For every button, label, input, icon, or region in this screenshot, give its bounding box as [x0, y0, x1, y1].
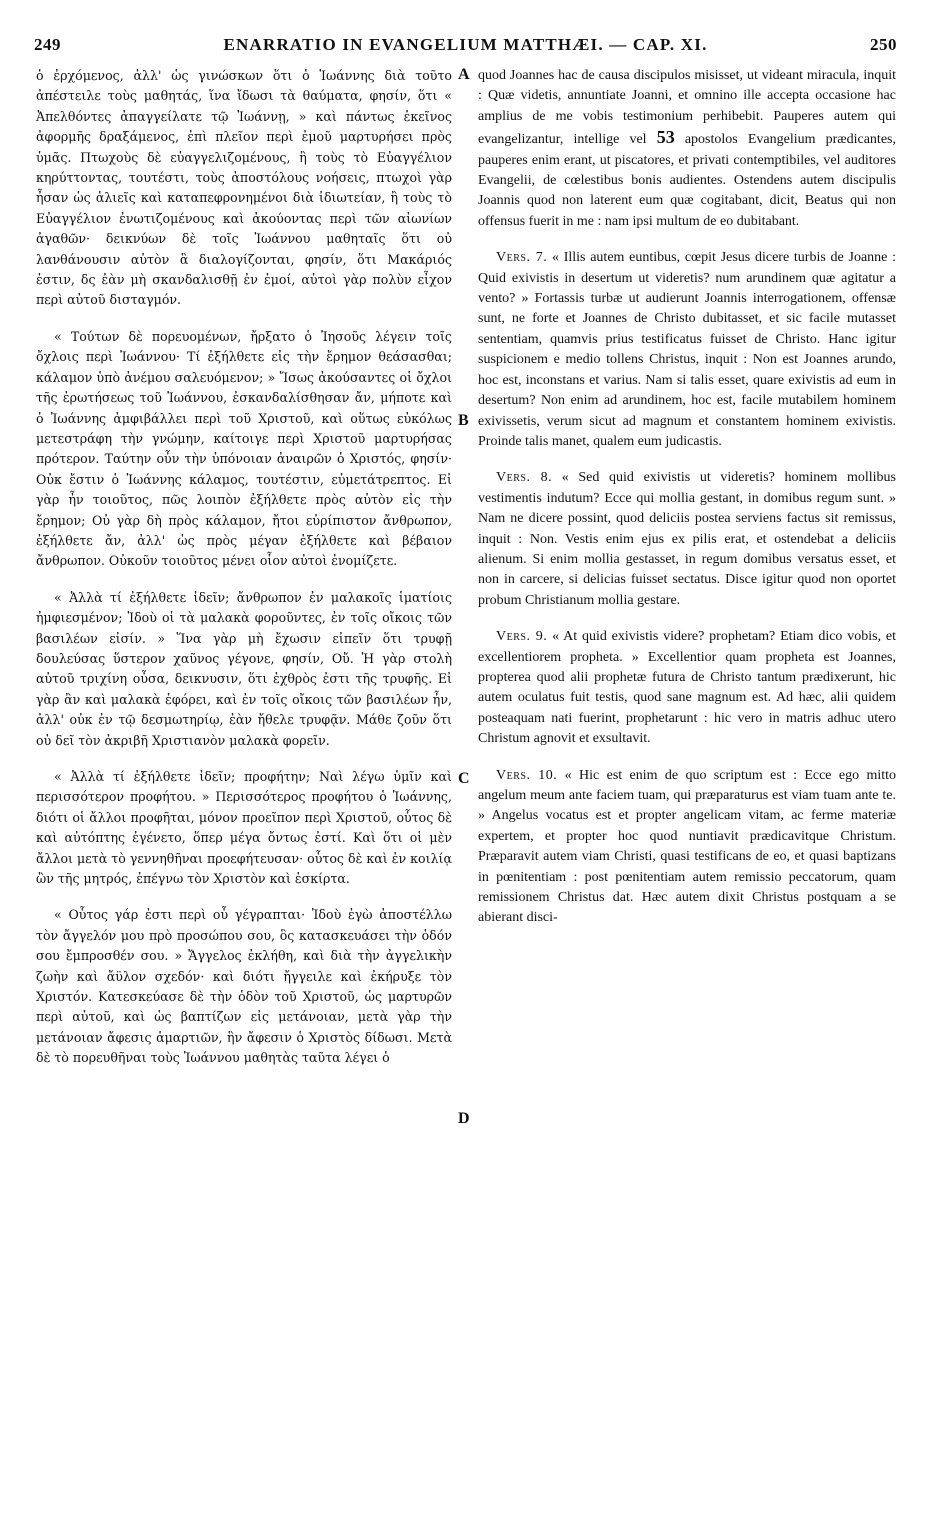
running-header	[34, 34, 897, 56]
latin-text: quod Joannes hac de causa discipulos misisset, ut videant miracula, inquit : Quæ videtis, annuntiate Joanni, et omnino ille accepta occasione hac amplius de me vobis testimonium perhibebit. Pauperes autem qui evangelizantur, intellige vel	[478, 68, 896, 148]
margin-marker-d: D	[458, 1110, 470, 1127]
column-number: 53	[656, 127, 675, 148]
latin-text: « Sed quid exivistis ut videretis? hominem mollibus vestimentis indutum? Ecce qui mollia gestant, in domibus regum sunt. » Nam ne dicere possint, quod deliciis postea serviens factus sit remissus, inquit : Non. Vestis enim ejus ex pilis erat, et ostendebat a deliciis alienum. Si enim mollia gestasset, in regum domibus versatus esset, et non in carcere, si delicias fuisset sectatus. Disce igitur quod non oportet probum Christianum mollia gestare.	[478, 470, 897, 608]
latin-paragraph	[478, 248, 896, 452]
margin-marker-b: B	[458, 412, 469, 429]
verse-label: Vers. 8.	[496, 470, 553, 486]
page-number-right: 250	[869, 35, 897, 54]
verse-label: Vers. 9.	[496, 629, 548, 645]
greek-paragraph: « Ἀλλὰ τί ἐξήλθετε ἰδεῖν; ἄνθρωπον ἐν μαλακοῖς ἱματίοις ἠμφιεσμένον; Ἰδοὺ οἱ τὰ μαλακὰ φοροῦντες, ἐν τοῖς οἴκοις τῶν βασιλέων εἰσίν. » Ἵνα γὰρ μὴ ἔχωσιν εἰπεῖν ὅτι τρυφῇ δουλεύσας ὕστερον χαῦνος γέγονε, φησίν, Οὔ. Ἡ γὰρ στολὴ αὐτοῦ τριχίνη οὖσα, δεικνυσιν, ὅτι ἐχθρὸς ἐστι τῆς τρυφῆς. Εἰ γὰρ ἂν καὶ μαλακὰ ἐφόρει, καὶ ἐν τοῖς οἴκοις τῶν βασιλέων ἦν, ἀλλ' οὐκ ἐν τῷ δεσμωτηρίῳ, ἐὰν ἤθελε τρυφᾷν. Μάθε ζοῦν ὅτι οὐ δεῖ τὸν ἀκριβῆ Χριστιανὸν μαλακὰ φορεῖν.	[36, 589, 452, 748]
greek-paragraph: « Ἀλλὰ τί ἐξήλθετε ἰδεῖν; προφήτην; Ναὶ λέγω ὑμῖν καὶ περισσότερον προφήτου. » Περισσότερος προφήτου ὁ Ἰωάννης, διότι οἱ ἄλλοι προφῆται, μόνον προεῖπον περὶ Χριστοῦ, οὗτος δὲ καὶ αὐτόπτης ἐγένετο, ὅπερ μέγα ὄντως ἐστί. Καὶ ὅτι οἱ μὲν ἄλλοι μετὰ τὸ γεννηθῆναι προεφήτευσαν· οὗτος δὲ καὶ ἐν κοιλίᾳ ὢν τῆς μητρός, ἐπέγνω τὸν Χριστὸν καὶ ἐσκίρτα.	[36, 769, 452, 887]
latin-paragraph	[478, 66, 896, 232]
greek-paragraph: « Οὗτος γάρ ἐστι περὶ οὗ γέγραπται· Ἰδοὺ ἐγὼ ἀποστέλλω τὸν ἄγγελόν μου πρὸ προσώπου σου, ὃς κατασκευάσει τὴν ὁδόν σου ἔμπροσθέν σου. » Ἄγγελος ἐκλήθη, καὶ διὰ τὴν ἀγγελικὴν ζωὴν καὶ ἄϋλον σχεδόν· καὶ διότι ἤγγειλε καὶ ἐκήρυξε τὸν Χριστόν. Κατεσκεύασε δὲ τὴν ὁδὸν τοῦ Χριστοῦ, ὡς μαρτυρῶν περὶ αὐτοῦ, καὶ ὡς βαπτίζων εἰς μετάνοιαν, μετὰ γὰρ τὴν μετάνοιαν ἄφεσις ἁμαρτιῶν, ἣν ἄφεσιν ὁ Χριστὸς δίδωσι. Μετὰ δὲ τὸ πορευθῆναι τοὺς Ἰωάννου μαθητὰς ταῦτα λέγει ὁ	[36, 907, 452, 1066]
latin-paragraph	[478, 627, 896, 749]
page-number-left: 249	[34, 35, 61, 54]
latin-column	[478, 66, 896, 1530]
latin-text: « At quid exivistis videre? prophetam? Etiam dico vobis, et excellentiorem propheta. » Excellentior quam propheta est Joannes, propterea quod alii prophetæ futura de Christo tantum prædixerunt, hic autem oculatus fuit testis, quod sane magnum est. Ad hæc, alii quidem posteaquam nati fuerint, prophetarunt : hic vero in matris adhuc utero Christum agnovit et exsultavit.	[478, 629, 897, 747]
verse-label: Vers. 7.	[496, 250, 548, 266]
latin-text: « Hic est enim de quo scriptum est : Ecce ego mitto angelum meum ante faciem tuam, qui præparaturus est viam tuam ante te. » Angelus vocatus est et propter angelicam vitam, ac ferme materiæ expertem, et propter hoc quod nuntiavit prædicavitque Christum. Præparavit autem viam Christi, quasi testificans de eo, et quasi baptizans in pœnitentiam : post pœnitentiam autem remissio peccatorum, quam remissionem Christus dat. Hæc autem dixit Christus postquam a se abierant disci-	[478, 767, 896, 926]
greek-paragraph: « Τούτων δὲ πορευομένων, ἤρξατο ὁ Ἰησοῦς λέγειν τοῖς ὄχλοις περὶ Ἰωάννου· Τί ἐξήλθετε εἰς τὴν ἔρημον θεάσασθαι; κάλαμον ὑπὸ ἀνέμου σαλευόμενον; » Ἴσως ἀκούσαντες οἱ ὄχλοι τῆς ἐρωτήσεως τοῦ Ἰωάννου, ἐσκανδαλίσθησαν ἄν, μήποτε καὶ ὁ Ἰωάννης ἀμφιβάλλει περὶ τοῦ Χριστοῦ, καὶ οὕτως εὐκόλως μετεστράφη τὴν γνώμην, καίτοιγε περὶ Χριστοῦ μαρτυρήσας πρότερον. Ταύτην οὖν τὴν ὑπόνοιαν ἀναιρῶν ὁ Χριστός, φησίν· Οὐκ ἔστιν ὁ Ἰωάννης κάλαμος, τουτέστιν, εὐμετάτρεπτος. Εἰ γὰρ ἦν τοιοῦτος, πῶς λοιπὸν ἐξήλθετε πρὸς αὐτὸν εἰς τὴν ἔρημον; Οὐ γὰρ δὴ πρὸς κάλαμον, ἤτοι εὐρίπιστον ἄνθρωπον, ἐξήλθετε ἄν, ἀλλ' ὡς πρὸς μέγαν ἐξήλθετε καὶ βέβαιον ἄνθρωπον. Οὐκοῦν τοιοῦτος μένει οἷον αὐτοὶ ἐνομίζετε.	[36, 328, 452, 569]
verse-label: Vers. 10.	[496, 767, 558, 783]
greek-paragraph: ὁ ἐρχόμενος, ἀλλ' ὡς γινώσκων ὅτι ὁ Ἰωάννης διὰ τοῦτο ἀπέστειλε τοὺς μαθητάς, ἵνα ἴδωσι τὰ θαύματα, φησίν, ὅτι « Ἀπελθόντες ἀπαγγείλατε τῷ Ἰωάννῃ, » καὶ πάντως ἐκεῖνος ἀφορμῆς δραξάμενος, ἐπὶ πλεῖον περὶ ἐμοῦ μαρτυρήσει πρὸς ὑμᾶς. Πτωχοὺς δὲ εὐαγγελιζομένους, ἢ τοὺς τὸ Εὐαγγέλιον κηρύττοντας, τουτέστι, τοὺς ἀποστόλους νοήσεις, πτωχοὶ γὰρ ἦσαν ὡς ἁλιεῖς καὶ καταπεφρονημένοι διὰ ἰδιωτείαν, ἢ τοὺς τὸ Εὐαγγέλιον ἐνωτιζομένους καὶ ἀκούοντας περὶ τῶν αἰωνίων ἀγαθῶν· δεικνύων δὲ τοῖς Ἰωάννου μαθηταῖς ὅτι οὐ λανθάνουσιν αὐτὸν ἃ διαλογίζονται, φησίν, ὅτι Μακάριός ἐστιν, δς ἐὰν μὴ σκανδαλισθῇ ἐν ἐμοί, αὐτοὶ γὰρ πολὺν εἶχον περὶ αὐτοῦ δισταγμόν.	[36, 68, 452, 308]
margin-marker-c: C	[458, 770, 470, 787]
latin-text: « Illis autem euntibus, cœpit Jesus dicere turbis de Joanne : Quid exivistis in desertum ut videretis? num arundinem quæ agitatur a vento? » Fortassis turbæ ut audierunt Joannis interrogationem, offensæ sunt, ne forte et Joannes de Christo dubitasset, et sic facile mutasset sententiam, quamvis prius testificatus fuisset de Christo. Hanc igitur suspicionem e medio tollens Christus, inquit : Non est Joannes arundo, hoc est, inconstans et varius. Nam si talis esset, quare exivistis ad eum in desertum? Non enim ad arundinem, hoc est, facile mutabilem hominem exivissetis, verum sicut ad magnum et constantem hominem exivistis. Proinde talis manet, qualem eum judicastis.	[478, 250, 897, 449]
margin-marker-a: A	[458, 66, 470, 83]
running-title: ENARRATIO IN EVANGELIUM MATTHÆI. — CAP. XI.	[223, 35, 708, 54]
latin-paragraph	[478, 468, 896, 611]
latin-text: apostolos Evangelium prædicantes, pauperes enim erant, ut piscatores, et privati contemptibiles, vel auditores Evangelii, de cœlestibus bonis audientes. Ostendens autem discipulis Joannis quod non laterent eum quæ cogitabant, dicit, Beatus qui non offensus fuerit in me : nam ipsi multum de eo dubitabant.	[478, 132, 896, 229]
greek-column	[36, 66, 452, 1530]
latin-paragraph	[478, 766, 896, 929]
